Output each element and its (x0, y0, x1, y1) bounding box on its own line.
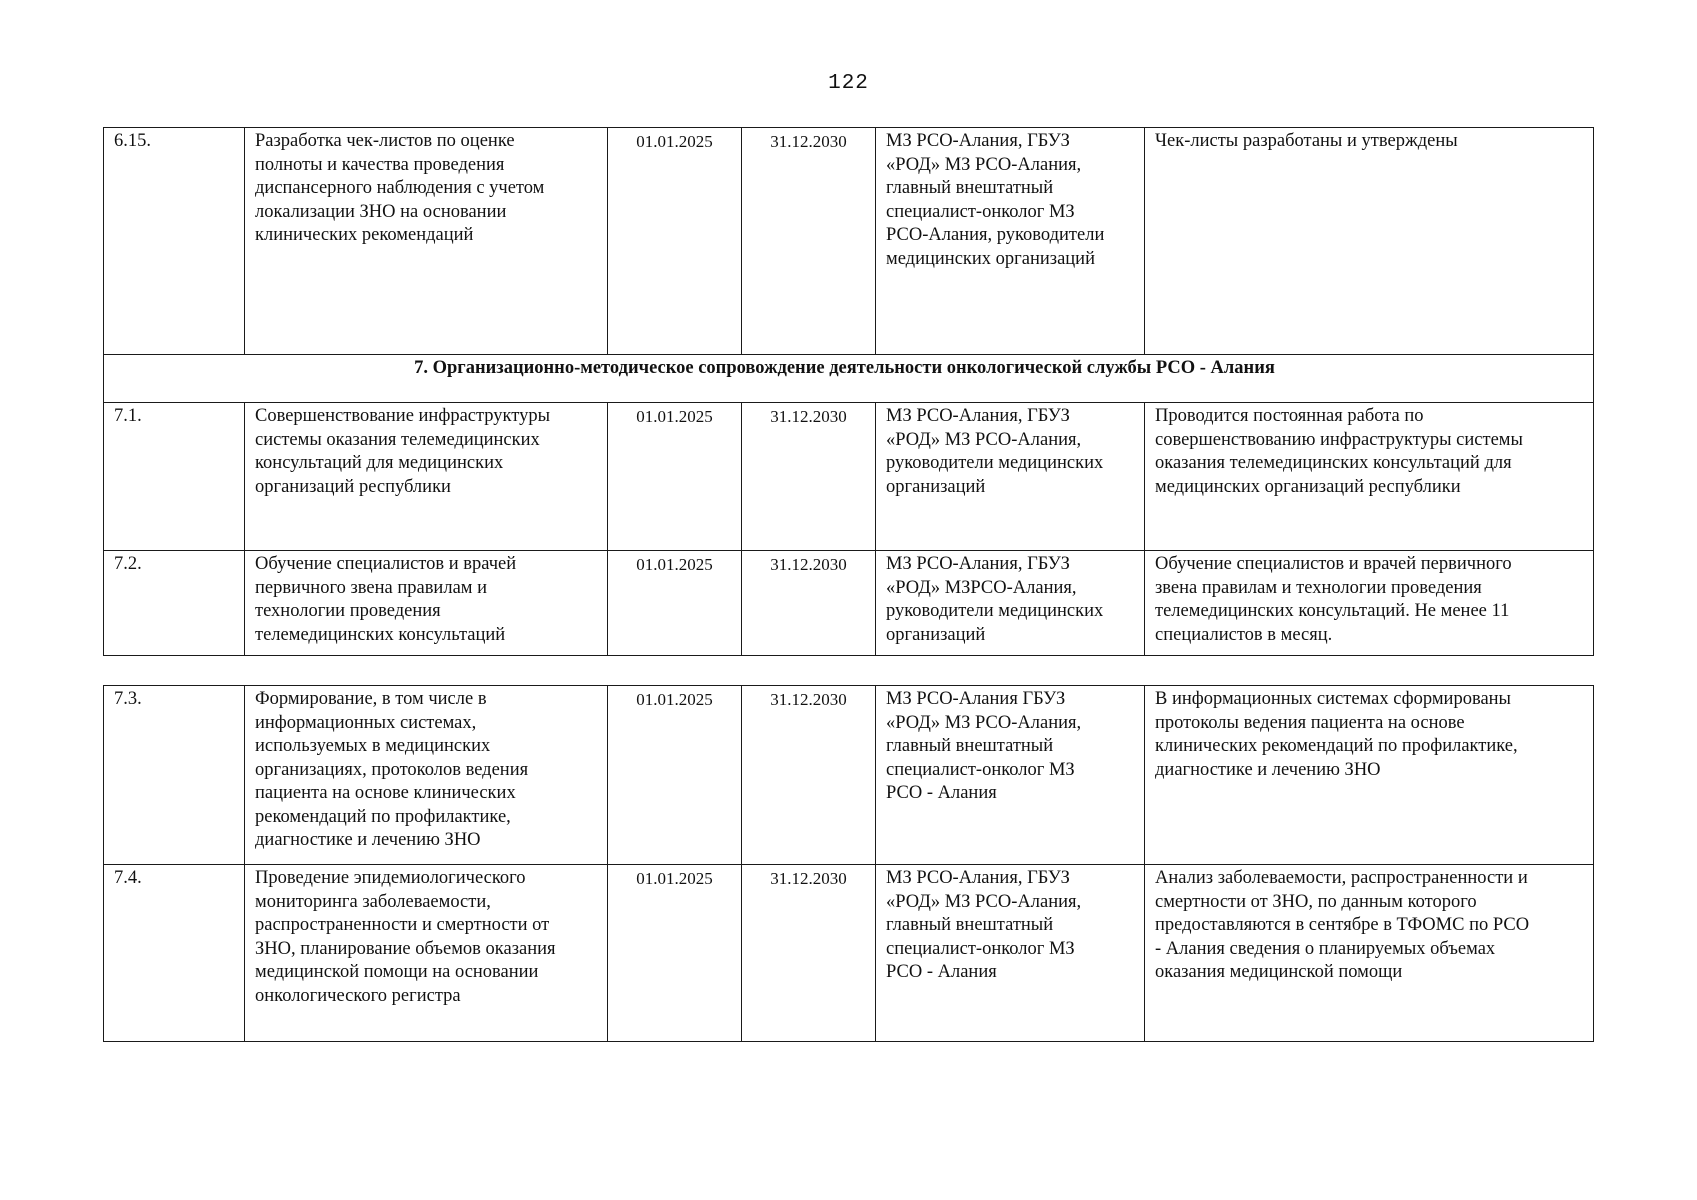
table-row-7-2 (104, 551, 1594, 656)
expected-result: Чек-листы разработаны и утверждены (1145, 128, 1594, 355)
row-number: 7.3. (104, 686, 245, 865)
start-date: 01.01.2025 (608, 551, 742, 656)
row-number: 7.2. (104, 551, 245, 656)
table-row-7-1 (104, 403, 1594, 551)
responsible-parties: МЗ РСО-Алания, ГБУЗ «РОД» МЗ РСО-Алания, руководители медицинских организаций (876, 403, 1145, 551)
task-description: Обучение специалистов и врачей первичного звена правилам и технологии проведения телемедицинских консультаций (245, 551, 608, 656)
task-description: Проведение эпидемиологического мониторинга заболеваемости, распространенности и смертности от ЗНО, планирование объемов оказания медицинской помощи на основании онкологического регистра (245, 865, 608, 1042)
responsible-parties: МЗ РСО-Алания, ГБУЗ «РОД» МЗ РСО-Алания, главный внештатный специалист-онколог МЗ РСО-Алания, руководители медицинских организаций (876, 128, 1145, 355)
page-number: 122 (828, 72, 869, 95)
row-number: 7.1. (104, 403, 245, 551)
plan-table-top (103, 127, 1594, 656)
expected-result: Анализ заболеваемости, распространенности и смертности от ЗНО, по данным которого предоставляются в сентябре в ТФОМС по РСО - Алания сведения о планируемых объемах оказания медицинской помощи (1145, 865, 1594, 1042)
responsible-parties: МЗ РСО-Алания ГБУЗ «РОД» МЗ РСО-Алания, главный внештатный специалист-онколог МЗ РСО - Алания (876, 686, 1145, 865)
table-row-7-3 (104, 686, 1594, 865)
end-date: 31.12.2030 (742, 865, 876, 1042)
task-description: Разработка чек-листов по оценке полноты и качества проведения диспансерного наблюдения с учетом локализации ЗНО на основании клинических рекомендаций (245, 128, 608, 355)
plan-table-bottom (103, 685, 1594, 1042)
responsible-parties: МЗ РСО-Алания, ГБУЗ «РОД» МЗ РСО-Алания, главный внештатный специалист-онколог МЗ РСО - Алания (876, 865, 1145, 1042)
row-number: 6.15. (104, 128, 245, 355)
table-row-6-15 (104, 128, 1594, 355)
start-date: 01.01.2025 (608, 403, 742, 551)
start-date: 01.01.2025 (608, 128, 742, 355)
row-number: 7.4. (104, 865, 245, 1042)
table-row-7-4 (104, 865, 1594, 1042)
end-date: 31.12.2030 (742, 686, 876, 865)
section-header-row (104, 355, 1594, 403)
end-date: 31.12.2030 (742, 128, 876, 355)
start-date: 01.01.2025 (608, 686, 742, 865)
end-date: 31.12.2030 (742, 551, 876, 656)
section-title: 7. Организационно-методическое сопровождение деятельности онкологической службы РСО - Алания (104, 355, 1594, 403)
expected-result: Обучение специалистов и врачей первичного звена правилам и технологии проведения телемедицинских консультаций. Не менее 11 специалистов в месяц. (1145, 551, 1594, 656)
task-description: Формирование, в том числе в информационных системах, используемых в медицинских организациях, протоколов ведения пациента на основе клинических рекомендаций по профилактике, диагностике и лечению ЗНО (245, 686, 608, 865)
start-date: 01.01.2025 (608, 865, 742, 1042)
expected-result: Проводится постоянная работа по совершенствованию инфраструктуры системы оказания телемедицинских консультаций для медицинских организаций республики (1145, 403, 1594, 551)
task-description: Совершенствование инфраструктуры системы оказания телемедицинских консультаций для медицинских организаций республики (245, 403, 608, 551)
expected-result: В информационных системах сформированы протоколы ведения пациента на основе клинических рекомендаций по профилактике, диагностике и лечению ЗНО (1145, 686, 1594, 865)
responsible-parties: МЗ РСО-Алания, ГБУЗ «РОД» МЗРСО-Алания, руководители медицинских организаций (876, 551, 1145, 656)
end-date: 31.12.2030 (742, 403, 876, 551)
